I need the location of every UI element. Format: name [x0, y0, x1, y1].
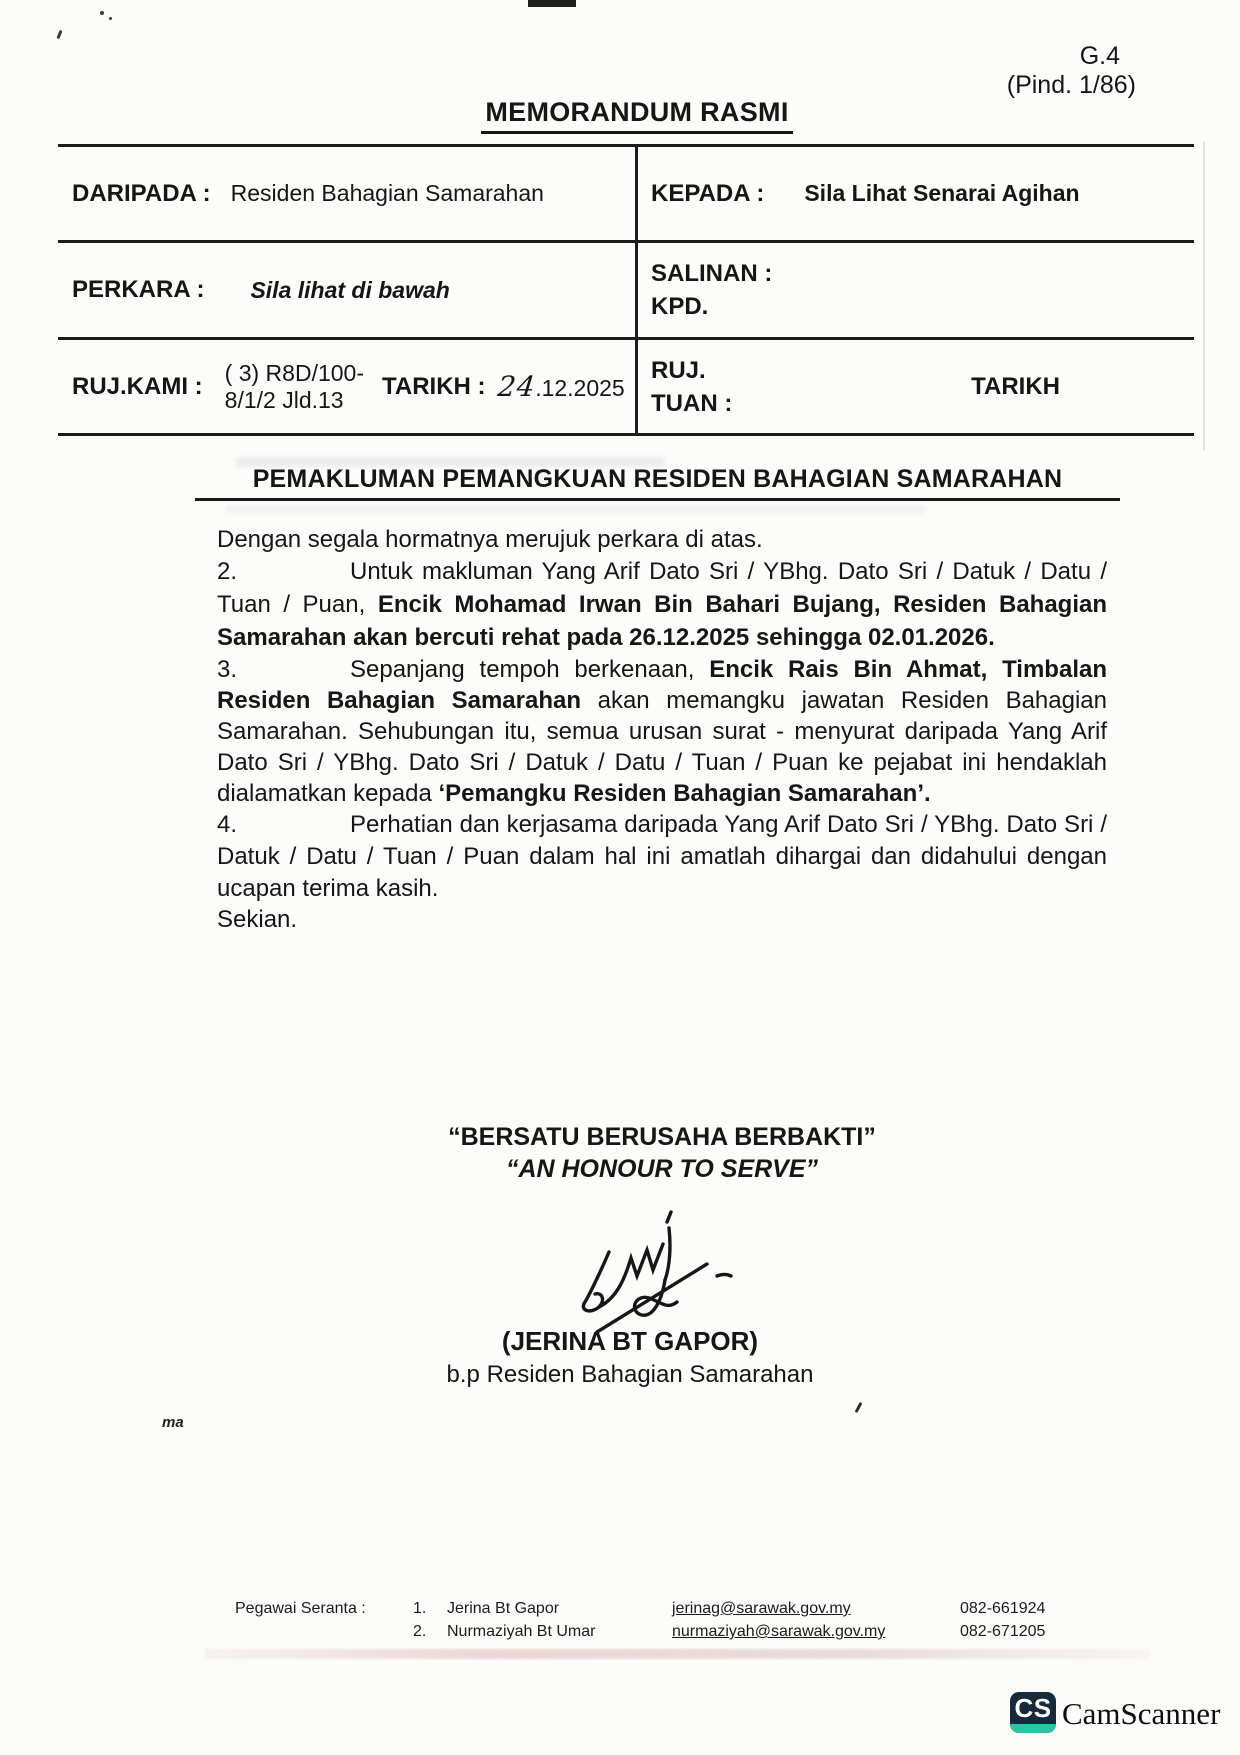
- officer-email: jerinag@sarawak.gov.my: [672, 1600, 851, 1617]
- paragraph-3-bold-2: ‘Pemangku Residen Bahagian Samarahan’.: [438, 780, 931, 807]
- paragraph-4: [217, 809, 1107, 905]
- paragraph-3-bold-1: Encik Rais Bin Ahmat, Timbalan Residen Bahagian Samarahan: [217, 656, 1107, 714]
- cell-salinan: [635, 243, 1194, 337]
- ruj-kami-line1: ( 3) R8D/100-: [224, 359, 364, 386]
- page-edge-shadow: [1203, 142, 1205, 450]
- cell-daripada: [58, 147, 635, 240]
- ruj-kami-label: RUJ.KAMI :: [72, 372, 203, 400]
- motto-line-2: “AN HONOUR TO SERVE”: [505, 1154, 819, 1183]
- scan-color-band: [205, 1649, 1150, 1659]
- cell-ruj-tuan: [635, 340, 1194, 433]
- cell-perkara: [58, 243, 635, 337]
- officer-row: [0, 1600, 1240, 1621]
- officer-number: 1.: [413, 1600, 427, 1617]
- paragraph-3: [217, 654, 1107, 809]
- perkara-label: PERKARA :: [72, 276, 205, 303]
- officer-phone: 082-671205: [960, 1623, 1046, 1640]
- salinan-kpd: KPD.: [651, 293, 709, 320]
- ruj-tuan-line1: RUJ.: [651, 356, 706, 384]
- paragraph-3-text-2: akan memangku jawatan Residen Bahagian Samarahan. Sehubungan itu, semua urusan surat - menyurat daripada Yang Arif Dato Sri / YBhg. Dato Sri / Datuk / Datu / Tuan / Puan ke pejabat ini hendaklah dialamatkan kepada: [217, 687, 1107, 807]
- pen-tick-mark: [855, 1402, 863, 1413]
- salinan-block: [651, 257, 772, 323]
- form-code: G.4: [1079, 42, 1120, 70]
- motto-block: [217, 1122, 1107, 1185]
- tarikh-right-label: TARIKH: [971, 372, 1060, 400]
- closing-line: Sekian.: [217, 906, 298, 933]
- signatory-on-behalf: b.p Residen Bahagian Samarahan: [446, 1361, 814, 1388]
- kepada-value: Sila Lihat Senarai Agihan: [804, 180, 1080, 206]
- table-row-ref-date: [58, 340, 1194, 433]
- table-row-from-to: [58, 147, 1194, 243]
- paragraph-2-text: Untuk makluman Yang Arif Dato Sri / YBhg. Dato Sri / Datuk / Datu / Tuan / Puan,: [217, 558, 1107, 618]
- paragraph-2-bold-text: Encik Mohamad Irwan Bin Bahari Bujang, Residen Bahagian Samarahan akan bercuti rehat pada 26.12.2025 sehingga 02.01.2026.: [217, 591, 1108, 651]
- tarikh-day-handwritten: 24: [495, 370, 537, 403]
- scan-speck: [109, 17, 112, 20]
- camscanner-wordmark: CamScanner: [1062, 1696, 1221, 1731]
- memo-title-text: MEMORANDUM RASMI: [481, 97, 792, 134]
- ruj-tuan-block: [651, 354, 732, 420]
- paragraph-4-number: 4.: [217, 811, 238, 838]
- form-code-block: [1007, 42, 1136, 100]
- daripada-value: Residen Bahagian Samarahan: [230, 180, 544, 206]
- motto-line-1: “BERSATU BERUSAHA BERBAKTI”: [448, 1123, 876, 1151]
- paragraph-2: [217, 555, 1107, 654]
- tarikh-label: TARIKH :: [382, 372, 486, 400]
- officer-email: nurmaziyah@sarawak.gov.my: [672, 1623, 886, 1640]
- camscanner-icon-letters: CS: [1014, 1693, 1052, 1723]
- scan-speck: [56, 30, 62, 39]
- paragraph-3-number: 3.: [217, 656, 238, 683]
- cell-ruj-kami: [58, 340, 635, 433]
- memo-title: [337, 97, 937, 134]
- officer-name: Nurmaziyah Bt Umar: [447, 1623, 596, 1640]
- pegawai-seranta-label: Pegawai Seranta :: [235, 1600, 366, 1617]
- typist-initials: ma: [162, 1414, 184, 1431]
- cell-kepada: [635, 147, 1194, 240]
- form-revision: (Pind. 1/86): [1006, 71, 1136, 99]
- table-row-subject-copy: [58, 243, 1194, 340]
- ink-bleed-ghost: [225, 505, 925, 513]
- daripada-label: DARIPADA :: [72, 179, 211, 207]
- officer-phone: 082-661924: [960, 1600, 1046, 1617]
- camscanner-icon-strip: [1010, 1724, 1056, 1733]
- subject-heading: PEMAKLUMAN PEMANGKUAN RESIDEN BAHAGIAN SAMARAHAN: [195, 464, 1120, 501]
- footer-contacts: [0, 1600, 1240, 1650]
- tarikh-month-year: .12.2025: [535, 375, 625, 401]
- signature-scribble: [575, 1208, 745, 1338]
- scan-artifact-bar: [528, 0, 576, 7]
- perkara-value: Sila lihat di bawah: [250, 276, 450, 303]
- memo-header-table: [58, 144, 1194, 436]
- paragraph-intro: Dengan segala hormatnya merujuk perkara di atas.: [217, 526, 763, 553]
- salinan-label: SALINAN :: [651, 260, 773, 287]
- camscanner-logo-icon: [1010, 1692, 1056, 1733]
- officer-name: Jerina Bt Gapor: [447, 1600, 560, 1617]
- memo-body: [217, 524, 1107, 935]
- paragraph-3-text-1: Sepanjang tempoh berkenaan,: [350, 656, 710, 683]
- tarikh-value: [495, 370, 625, 403]
- officer-row: [0, 1623, 1240, 1644]
- kepada-label: KEPADA :: [651, 179, 765, 207]
- paragraph-4-text: Perhatian dan kerjasama daripada Yang Arif Dato Sri / YBhg. Dato Sri / Datuk / Datu / Tuan / Puan dalam hal ini amatlah dihargai dan didahului dengan ucapan terima kasih.: [217, 811, 1107, 902]
- signatory-name: (JERINA BT GAPOR): [501, 1326, 759, 1356]
- ruj-kami-line2: 8/1/2 Jld.13: [224, 386, 344, 413]
- scan-speck: [100, 11, 104, 15]
- officer-number: 2.: [413, 1623, 427, 1640]
- paragraph-2-number: 2.: [217, 558, 238, 585]
- ruj-tuan-line2: TUAN :: [651, 389, 733, 417]
- ruj-kami-value: [225, 360, 364, 414]
